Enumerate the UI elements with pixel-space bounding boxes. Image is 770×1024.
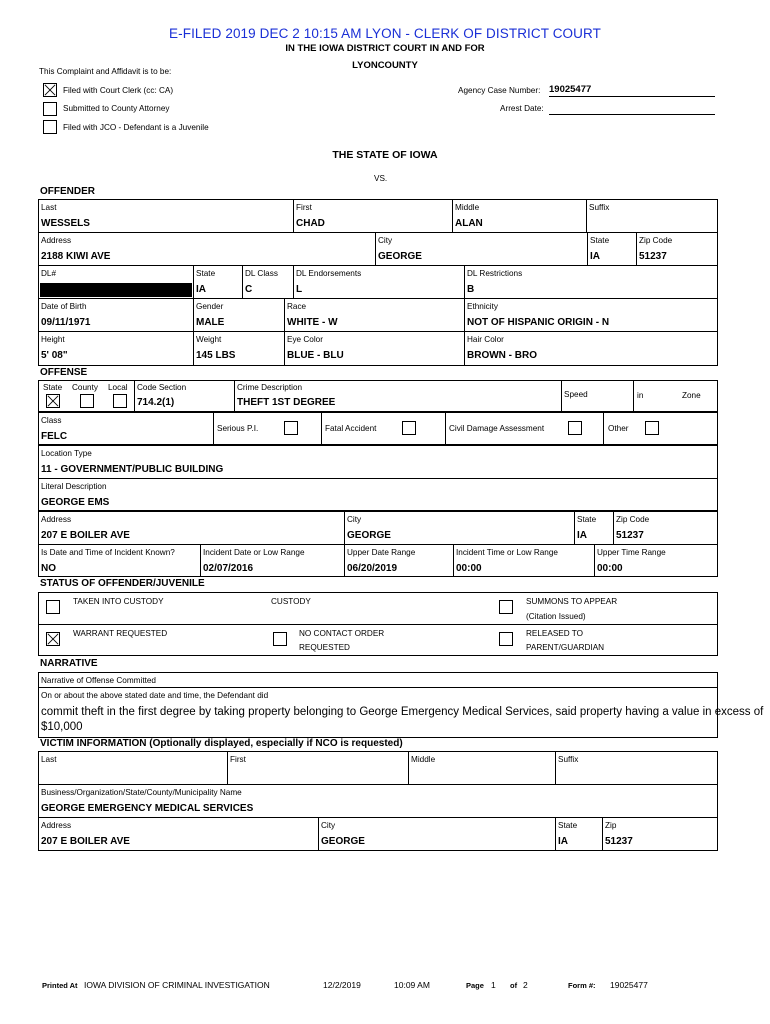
victim-last-label: Last: [41, 755, 57, 764]
civil-damage-checkbox[interactable]: [568, 421, 582, 435]
footer-page-number: 1: [491, 980, 496, 990]
time-low-label: Incident Time or Low Range: [456, 548, 558, 557]
offense-state-label: State: [43, 383, 63, 392]
filed-clerk-label: Filed with Court Clerk (cc: CA): [63, 86, 174, 95]
height-label: Height: [41, 335, 65, 344]
victim-city: GEORGE: [321, 836, 365, 847]
footer-time: 10:09 AM: [394, 980, 430, 990]
released-label: RELEASED TO: [526, 629, 584, 638]
summons-checkbox[interactable]: [499, 600, 513, 614]
weight: 145 LBS: [196, 350, 236, 361]
time-upper-label: Upper Time Range: [597, 548, 666, 557]
offense-section-title: OFFENSE: [40, 367, 88, 378]
offender-middle-label: Middle: [455, 203, 480, 212]
victim-address: 207 E BOILER AVE: [41, 836, 130, 847]
race: WHITE - W: [287, 317, 338, 328]
serious-pi-label: Serious P.I.: [217, 424, 259, 433]
other-label: Other: [608, 424, 629, 433]
victim-business-label: Business/Organization/State/County/Municipality Name: [41, 788, 242, 797]
footer-date: 12/2/2019: [323, 980, 361, 990]
footer-form-number: 19025477: [610, 980, 648, 990]
victim-state: IA: [558, 836, 568, 847]
dl-number-redaction: [40, 283, 192, 297]
incident-city-label: City: [347, 515, 362, 524]
arrest-date-label: Arrest Date:: [500, 104, 544, 113]
incident-state-label: State: [577, 515, 597, 524]
dob-label: Date of Birth: [41, 302, 87, 311]
summons-label: SUMMONS TO APPEAR: [526, 597, 618, 606]
weight-label: Weight: [196, 335, 222, 344]
nco-checkbox[interactable]: [273, 632, 287, 646]
offender-city-label: City: [378, 236, 393, 245]
footer-printed-at: Printed At: [42, 981, 78, 990]
time-upper: 00:00: [597, 563, 623, 574]
agency-case-underline: [549, 96, 715, 97]
filed-jco-label: Filed with JCO - Defendant is a Juvenile: [63, 123, 209, 132]
filed-jco-checkbox[interactable]: [43, 120, 57, 134]
offender-address-label: Address: [41, 236, 72, 245]
footer-of-label: of: [510, 981, 518, 990]
victim-suffix-label: Suffix: [558, 755, 579, 764]
checked-x-icon: [47, 395, 59, 407]
offender-address: 2188 KIWI AVE: [41, 251, 111, 262]
custody-label: CUSTODY: [271, 597, 311, 606]
offense-county-label: County: [72, 383, 98, 392]
offender-first: CHAD: [296, 218, 325, 229]
victim-business: GEORGE EMERGENCY MEDICAL SERVICES: [41, 803, 254, 814]
date-upper: 06/20/2019: [347, 563, 398, 574]
warrant-label: WARRANT REQUESTED: [73, 629, 168, 638]
class-label: Class: [41, 416, 62, 425]
victim-zip: 51237: [605, 836, 633, 847]
court-county: LYONCOUNTY: [352, 60, 418, 71]
gender: MALE: [196, 317, 225, 328]
speed-zone-label: Zone: [682, 391, 701, 400]
efiled-stamp: E-FILED 2019 DEC 2 10:15 AM LYON - CLERK OF DISTRICT COURT: [169, 26, 601, 41]
incident-city: GEORGE: [347, 530, 391, 541]
footer-page-total: 2: [523, 980, 528, 990]
checked-x-icon: [44, 84, 56, 96]
footer-form-label: Form #:: [568, 981, 596, 990]
hair-color: BROWN - BRO: [467, 350, 537, 361]
offense-county-checkbox[interactable]: [80, 394, 94, 408]
narrative-intro: On or about the above stated date and time, the Defendant did: [41, 691, 269, 700]
dl-number-label: DL#: [41, 269, 57, 278]
offender-last: WESSELS: [41, 218, 90, 229]
other-checkbox[interactable]: [645, 421, 659, 435]
offense-state-checkbox[interactable]: [46, 394, 60, 408]
dl-class: C: [245, 284, 253, 295]
location-type-label: Location Type: [41, 449, 92, 458]
time-low: 00:00: [456, 563, 482, 574]
fatal-accident-label: Fatal Accident: [325, 424, 377, 433]
dl-class-label: DL Class: [245, 269, 278, 278]
dl-state-label: State: [196, 269, 216, 278]
narrative-label: Narrative of Offense Committed: [41, 676, 156, 685]
victim-section-title: VICTIM INFORMATION (Optionally displayed, especially if NCO is requested): [40, 738, 403, 749]
offender-zip-label: Zip Code: [639, 236, 673, 245]
offender-first-label: First: [296, 203, 312, 212]
offender-state: IA: [590, 251, 600, 262]
date-low-label: Incident Date or Low Range: [203, 548, 305, 557]
dl-endorsements-label: DL Endorsements: [296, 269, 362, 278]
warrant-checkbox[interactable]: [46, 632, 60, 646]
height: 5' 08": [41, 350, 68, 361]
offense-class: FELC: [41, 431, 68, 442]
footer-agency: IOWA DIVISION OF CRIMINAL INVESTIGATION: [84, 980, 270, 990]
agency-case-number: 19025477: [549, 84, 592, 95]
versus-label: VS.: [374, 174, 388, 183]
speed-in-label: in: [637, 391, 644, 400]
parent-guardian-label: PARENT/GUARDIAN: [526, 643, 605, 652]
victim-address-label: Address: [41, 821, 72, 830]
incident-zip: 51237: [616, 530, 644, 541]
filed-clerk-checkbox[interactable]: [43, 83, 57, 97]
hair-color-label: Hair Color: [467, 335, 504, 344]
date-low: 02/07/2016: [203, 563, 254, 574]
serious-pi-checkbox[interactable]: [284, 421, 298, 435]
offense-local-label: Local: [108, 383, 128, 392]
dl-state: IA: [196, 284, 206, 295]
narrative-section-title: NARRATIVE: [40, 658, 98, 669]
literal-description-label: Literal Description: [41, 482, 107, 491]
offender-suffix-label: Suffix: [589, 203, 610, 212]
submitted-ca-label: Submitted to County Attorney: [63, 104, 170, 113]
status-section-title: STATUS OF OFFENDER/JUVENILE: [40, 578, 205, 589]
dl-restrictions-label: DL Restrictions: [467, 269, 523, 278]
date-known: NO: [41, 563, 56, 574]
victim-middle-label: Middle: [411, 755, 436, 764]
date-upper-label: Upper Date Range: [347, 548, 416, 557]
court-title: IN THE IOWA DISTRICT COURT IN AND FOR: [285, 43, 485, 54]
offender-state-label: State: [590, 236, 610, 245]
nco-requested-label: REQUESTED: [299, 643, 350, 652]
offender-city: GEORGE: [378, 251, 422, 262]
ethnicity: NOT OF HISPANIC ORIGIN - N: [467, 317, 610, 328]
taken-custody-checkbox[interactable]: [46, 600, 60, 614]
literal-description: GEORGE EMS: [41, 497, 110, 508]
victim-first-label: First: [230, 755, 246, 764]
victim-zip-label: Zip: [605, 821, 617, 830]
location-type: 11 - GOVERNMENT/PUBLIC BUILDING: [41, 464, 224, 475]
victim-city-label: City: [321, 821, 336, 830]
offender-zip: 51237: [639, 251, 667, 262]
eye-color-label: Eye Color: [287, 335, 323, 344]
code-section: 714.2(1): [137, 397, 175, 408]
incident-state: IA: [577, 530, 587, 541]
complaint-intro: This Complaint and Affidavit is to be:: [39, 67, 172, 76]
checked-x-icon: [47, 633, 59, 645]
incident-address-label: Address: [41, 515, 72, 524]
civil-damage-label: Civil Damage Assessment: [449, 424, 545, 433]
offense-local-checkbox[interactable]: [113, 394, 127, 408]
taken-custody-label: TAKEN INTO CUSTODY: [73, 597, 164, 606]
code-section-label: Code Section: [137, 383, 187, 392]
gender-label: Gender: [196, 302, 224, 311]
offender-section-title: OFFENDER: [40, 186, 95, 197]
dob: 09/11/1971: [41, 317, 91, 328]
incident-address: 207 E BOILER AVE: [41, 530, 130, 541]
narrative-text-line2: $10,000: [41, 721, 83, 733]
crime-description-label: Crime Description: [237, 383, 303, 392]
submitted-ca-checkbox[interactable]: [43, 102, 57, 116]
citation-label: (Citation Issued): [526, 612, 586, 621]
dl-endorsements: L: [296, 284, 303, 295]
eye-color: BLUE - BLU: [287, 350, 344, 361]
narrative-text-line1: commit theft in the first degree by taking property belonging to George Emergency Medical Services, said property having a value in excess of: [41, 706, 764, 718]
crime-description: THEFT 1ST DEGREE: [237, 397, 336, 408]
agency-case-label: Agency Case Number:: [458, 86, 541, 95]
speed-label: Speed: [564, 390, 588, 399]
victim-state-label: State: [558, 821, 578, 830]
race-label: Race: [287, 302, 307, 311]
date-known-label: Is Date and Time of Incident Known?: [41, 548, 175, 557]
footer-page-label: Page: [466, 981, 484, 990]
fatal-accident-checkbox[interactable]: [402, 421, 416, 435]
state-title: THE STATE OF IOWA: [332, 149, 438, 161]
offender-last-label: Last: [41, 203, 57, 212]
incident-zip-label: Zip Code: [616, 515, 650, 524]
dl-restrictions: B: [467, 284, 475, 295]
ethnicity-label: Ethnicity: [467, 302, 498, 311]
offender-middle: ALAN: [455, 218, 483, 229]
nco-label: NO CONTACT ORDER: [299, 629, 385, 638]
arrest-date-underline: [549, 114, 715, 115]
released-checkbox[interactable]: [499, 632, 513, 646]
